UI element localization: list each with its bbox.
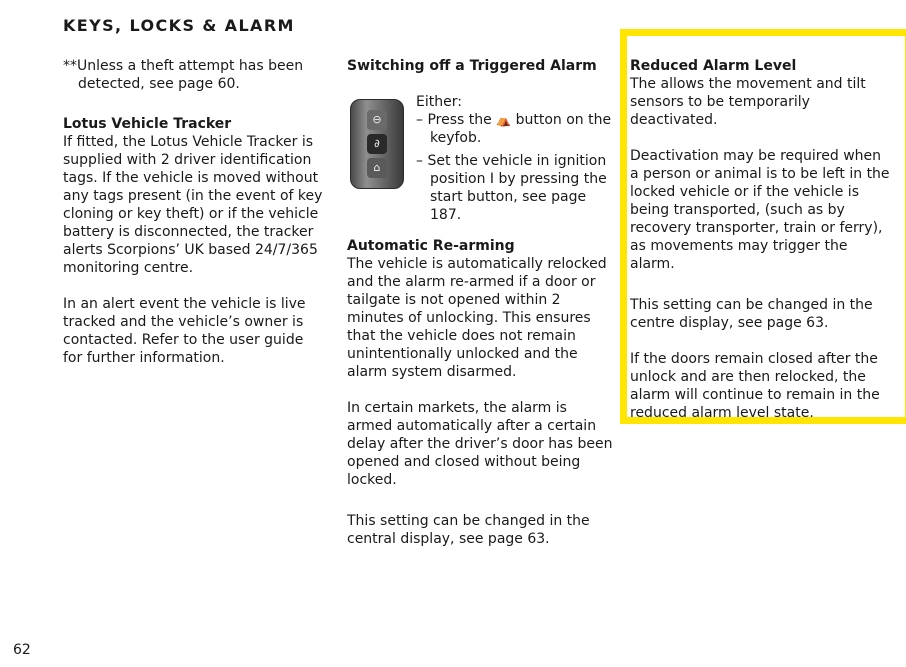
- keyfob-car-icon: ⌂: [367, 158, 387, 178]
- footnote-line-2: detected, see page 60.: [78, 76, 240, 92]
- tracker-body: If fitted, the Lotus Vehicle Tracker is supplied with 2 driver identification tags. If the vehicle is moved without any tags present (in the event of key cloning or key theft) or if the vehicle battery is disconnected, the tracker alerts Scorpions’ UK based 24/7/365 monitoring centre.: [63, 134, 323, 276]
- lock-icon: ⛺: [496, 113, 512, 127]
- keyfob-illustration: [350, 99, 404, 189]
- alert-body: In an alert event the vehicle is live tracked and the vehicle’s owner is contacted. Refer to the user guide for further information.: [63, 296, 306, 366]
- reduced-alarm-heading: Reduced Alarm Level: [630, 58, 797, 74]
- setting-body: This setting can be changed in the central display, see page 63.: [347, 513, 590, 547]
- reduced-alarm-intro: The allows the movement and tilt sensors to be temporarily deactivated.: [630, 76, 866, 128]
- alarm-heading: Switching off a Triggered Alarm: [347, 58, 597, 74]
- press-before: Press the: [427, 112, 492, 128]
- column-left: [63, 57, 325, 367]
- press-lock-item: [416, 111, 616, 147]
- column-right: [630, 57, 894, 422]
- section-header: KEYS, LOCKS & ALARM: [63, 16, 295, 35]
- ignition-item: [416, 152, 616, 224]
- rearm-body: The vehicle is automatically relocked and the alarm re-armed if a door or tailgate is not opened within 2 minutes of unlocking. This ensures that the vehicle does not remain unintentionally unlocked and the alarm system disarmed.: [347, 256, 607, 380]
- tracker-heading: Lotus Vehicle Tracker: [63, 116, 232, 132]
- keyfob-lock-icon: ⊖: [367, 110, 387, 130]
- dash: –: [416, 112, 423, 128]
- alarm-instructions: [416, 93, 616, 224]
- press-after: button on the keyfob.: [430, 112, 612, 146]
- ignition-text: Set the vehicle in ignition position I by pressing the start button, see page 187.: [427, 153, 607, 223]
- markets-body: In certain markets, the alarm is armed automatically after a certain delay after the driver’s door has been opened and closed without being locked.: [347, 400, 613, 488]
- dash: –: [416, 153, 423, 169]
- alarm-block: [347, 75, 615, 237]
- either-label: Either:: [416, 94, 462, 110]
- keyfob-unlock-icon: ∂: [367, 134, 387, 154]
- deactivation-text: Deactivation may be required when a person or animal is to be left in the locked vehicle or if the vehicle is being transported, (such as by recovery transporter, train or ferry), as movements may trigger the alarm.: [630, 148, 890, 272]
- rearm-heading: Automatic Re-arming: [347, 238, 515, 254]
- column-middle: [347, 57, 615, 548]
- footnote-line-1: **Unless a theft attempt has been: [63, 58, 304, 74]
- centre-display-setting: This setting can be changed in the centre display, see page 63.: [630, 297, 873, 331]
- page-number: 62: [13, 642, 31, 658]
- doors-relocked-text: If the doors remain closed after the unlock and are then relocked, the alarm will continue to remain in the reduced alarm level state.: [630, 351, 880, 421]
